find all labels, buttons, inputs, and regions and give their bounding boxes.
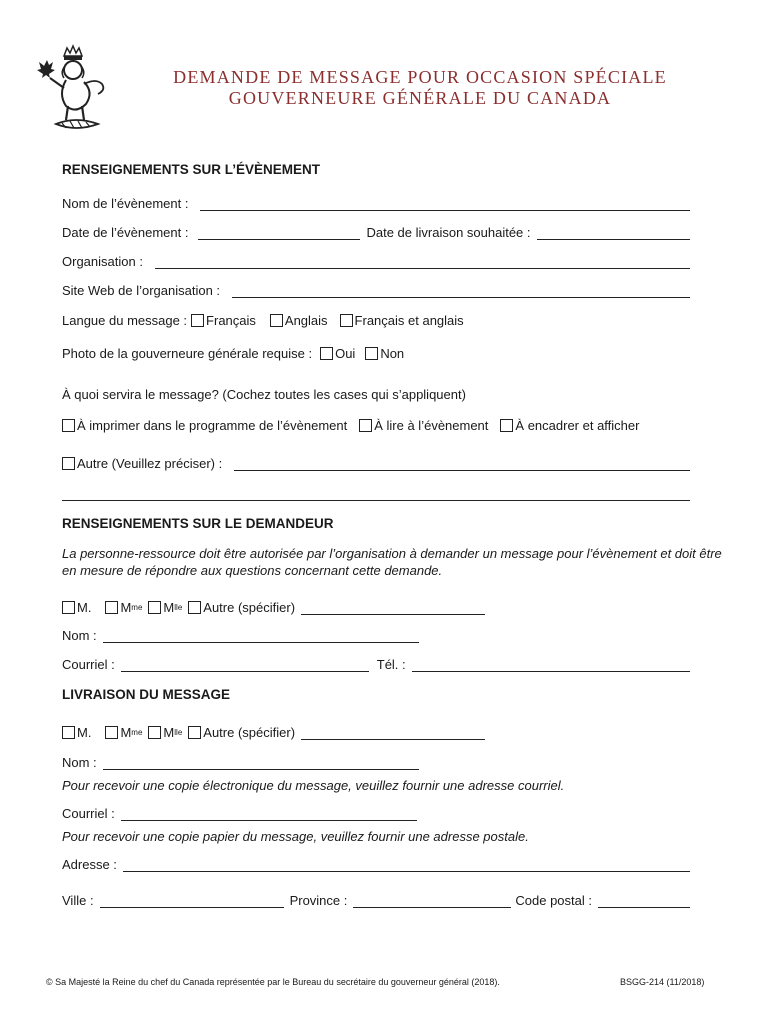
delivery-section-heading: LIVRAISON DU MESSAGE xyxy=(62,687,231,702)
delivery-postal-note: Pour recevoir une copie papier du message, veuillez fournir une adresse postale. xyxy=(62,829,529,844)
delivery-city-row xyxy=(62,893,690,908)
checkbox-icon[interactable] xyxy=(148,601,161,614)
checkbox-icon[interactable] xyxy=(105,726,118,739)
organisation-field[interactable] xyxy=(155,256,690,269)
event-date-row xyxy=(62,225,690,240)
event-date-label: Date de l’évènement : xyxy=(62,225,189,240)
delivery-city-label: Ville : xyxy=(62,893,94,908)
requester-note: La personne-ressource doit être autorisée par l’organisation à demander un message pour l’évènement et doit être en mesure de répondre aux questions concernant cette demande. xyxy=(62,546,722,578)
purpose-other-extra-row xyxy=(62,488,690,501)
requester-email-field[interactable] xyxy=(121,659,369,672)
delivery-name-label: Nom : xyxy=(62,755,97,770)
delivery-address-field[interactable] xyxy=(123,859,690,872)
crowned-lion-emblem-icon xyxy=(36,44,116,134)
checkbox-icon[interactable] xyxy=(365,347,378,360)
requester-title-mlle[interactable]: M lle xyxy=(148,600,182,615)
checkbox-icon[interactable] xyxy=(359,419,372,432)
delivery-email-label: Courriel : xyxy=(62,806,115,821)
delivery-title-m[interactable]: M. xyxy=(62,725,91,740)
requester-section-heading: RENSEIGNEMENTS SUR LE DEMANDEUR xyxy=(62,516,334,531)
event-section-heading: RENSEIGNEMENTS SUR L’ÉVÈNEMENT xyxy=(62,162,321,177)
language-option-fr[interactable]: Français xyxy=(191,313,256,328)
requester-email-label: Courriel : xyxy=(62,657,115,672)
delivery-email-note: Pour recevoir une copie électronique du message, veuillez fournir une adresse courriel. xyxy=(62,778,565,793)
checkbox-icon[interactable] xyxy=(500,419,513,432)
requester-phone-label: Tél. : xyxy=(376,657,406,672)
delivery-title-other-field[interactable] xyxy=(301,727,485,740)
delivery-province-label: Province : xyxy=(289,893,348,908)
language-row xyxy=(62,313,690,328)
requester-title-m[interactable]: M. xyxy=(62,600,91,615)
checkbox-icon[interactable] xyxy=(270,314,283,327)
purpose-other-row xyxy=(62,456,690,471)
photo-option-yes[interactable]: Oui xyxy=(320,346,355,361)
delivery-name-row xyxy=(62,755,690,770)
photo-option-no[interactable]: Non xyxy=(365,346,404,361)
delivery-city-field[interactable] xyxy=(100,895,284,908)
footer-form-code: BSGG-214 (11/2018) xyxy=(620,977,705,987)
delivery-email-row xyxy=(62,806,690,821)
purpose-other-field-2[interactable] xyxy=(62,488,690,501)
delivery-email-field[interactable] xyxy=(121,808,417,821)
form-title-line1: DEMANDE DE MESSAGE POUR OCCASION SPÉCIALE xyxy=(173,67,667,87)
purpose-other-field[interactable] xyxy=(234,458,690,471)
delivery-title-mlle[interactable]: M lle xyxy=(148,725,182,740)
photo-label: Photo de la gouverneure générale requise : xyxy=(62,346,313,361)
website-field[interactable] xyxy=(232,285,690,298)
checkbox-icon[interactable] xyxy=(62,419,75,432)
organisation-row xyxy=(62,254,690,269)
checkbox-icon[interactable] xyxy=(188,726,201,739)
organisation-label: Organisation : xyxy=(62,254,143,269)
delivery-postal-code-field[interactable] xyxy=(598,895,690,908)
checkbox-icon[interactable] xyxy=(188,601,201,614)
checkbox-icon[interactable] xyxy=(62,457,75,470)
purpose-option-frame[interactable]: À encadrer et afficher xyxy=(500,418,639,433)
checkbox-icon[interactable] xyxy=(105,601,118,614)
purpose-option-print[interactable]: À imprimer dans le programme de l’évènement xyxy=(62,418,347,433)
purpose-label: À quoi servira le message? (Cochez toutes les cases qui s’appliquent) xyxy=(62,387,466,402)
language-label: Langue du message : xyxy=(62,313,188,328)
checkbox-icon[interactable] xyxy=(62,726,75,739)
checkbox-icon[interactable] xyxy=(148,726,161,739)
requester-name-field[interactable] xyxy=(103,630,419,643)
delivery-date-label: Date de livraison souhaitée : xyxy=(366,225,531,240)
delivery-name-field[interactable] xyxy=(103,757,419,770)
language-option-en[interactable]: Anglais xyxy=(270,313,328,328)
website-label: Site Web de l’organisation : xyxy=(62,283,221,298)
delivery-title-mme[interactable]: M me xyxy=(105,725,142,740)
requester-title-row xyxy=(62,600,690,615)
requester-name-row xyxy=(62,628,690,643)
purpose-option-other[interactable]: Autre (Veuillez préciser) : xyxy=(62,456,222,471)
requester-contact-row xyxy=(62,657,690,672)
delivery-title-row xyxy=(62,725,690,740)
delivery-address-row xyxy=(62,857,690,872)
delivery-date-field[interactable] xyxy=(537,227,690,240)
event-name-label: Nom de l’évènement : xyxy=(62,196,189,211)
requester-title-other[interactable]: Autre (spécifier) xyxy=(188,600,295,615)
delivery-address-label: Adresse : xyxy=(62,857,117,872)
purpose-options-row xyxy=(62,418,690,433)
photo-row xyxy=(62,346,690,361)
requester-title-mme[interactable]: M me xyxy=(105,600,142,615)
requester-name-label: Nom : xyxy=(62,628,97,643)
checkbox-icon[interactable] xyxy=(340,314,353,327)
checkbox-icon[interactable] xyxy=(320,347,333,360)
website-row xyxy=(62,283,690,298)
form-title-line2: GOUVERNEURE GÉNÉRALE DU CANADA xyxy=(228,88,612,108)
delivery-title-other[interactable]: Autre (spécifier) xyxy=(188,725,295,740)
requester-phone-field[interactable] xyxy=(412,659,690,672)
footer-copyright: © Sa Majesté la Reine du chef du Canada représentée par le Bureau du secrétaire du gouverneur général (2018). xyxy=(46,977,500,987)
event-date-field[interactable] xyxy=(198,227,360,240)
event-name-field[interactable] xyxy=(200,198,690,211)
delivery-province-field[interactable] xyxy=(353,895,511,908)
checkbox-icon[interactable] xyxy=(191,314,204,327)
purpose-option-read[interactable]: À lire à l’évènement xyxy=(359,418,488,433)
requester-title-other-field[interactable] xyxy=(301,602,485,615)
event-name-row xyxy=(62,196,690,211)
checkbox-icon[interactable] xyxy=(62,601,75,614)
language-option-both[interactable]: Français et anglais xyxy=(340,313,464,328)
delivery-postal-code-label: Code postal : xyxy=(515,893,592,908)
